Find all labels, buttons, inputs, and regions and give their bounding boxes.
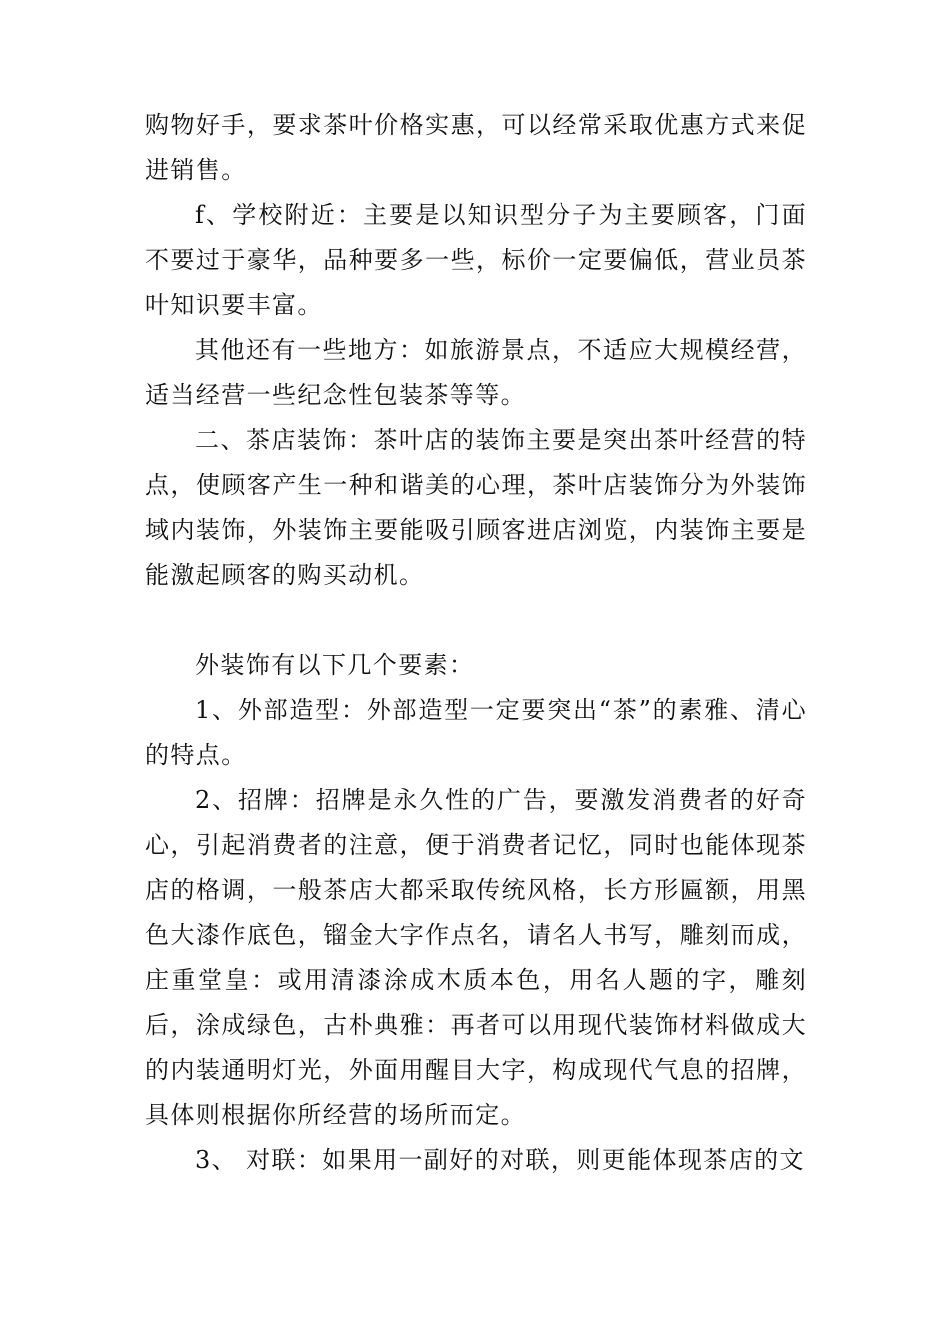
paragraph-signboard: 2、招牌：招牌是永久性的广告，要激发消费者的好奇心，引起消费者的注意，便于消费者记忆，同时也能体现茶店的格调，一般茶店大都采取传统风格，长方形匾额，用黑色大漆作底色，镏金大字作点名，请名人书写，雕刻而成，庄重堂皇：或用清漆涂成木质本色，用名人题的字，雕刻后，涂成绿色，古朴典雅：再者可以用现代装饰材料做成大的内装通明灯光，外面用醒目大字，构成现代气息的招牌，具体则根据你所经营的场所而定。	[145, 786, 807, 1129]
paragraph-exterior-elements: 外装饰有以下几个要素：	[195, 651, 475, 679]
paragraph-other-places: 其他还有一些地方：如旅游景点，不适应大规模经营，适当经营一些纪念性包装茶等等。	[145, 336, 807, 409]
paragraph-exterior-shape: 1、外部造型：外部造型一定要突出“茶”的素雅、清心的特点。	[145, 696, 807, 769]
paragraph-school-nearby: f、学校附近：主要是以知识型分子为主要顾客，门面不要过于豪华，品种要多一些，标价一定要偏低，营业员茶叶知识要丰富。	[145, 201, 807, 319]
paragraph-shop-decoration: 二、茶店装饰：茶叶店的装饰主要是突出茶叶经营的特点，使顾客产生一种和谐美的心理，茶叶店装饰分为外装饰域内装饰，外装饰主要能吸引顾客进店浏览，内装饰主要是能激起顾客的购买动机。	[145, 426, 807, 589]
paragraph-couplet: 3、 对联：如果用一副好的对联，则更能体现茶店的文	[195, 1146, 805, 1174]
paragraph-continuation: 购物好手，要求茶叶价格实惠，可以经常采取优惠方式来促进销售。	[145, 111, 807, 184]
document-body	[145, 103, 807, 1183]
